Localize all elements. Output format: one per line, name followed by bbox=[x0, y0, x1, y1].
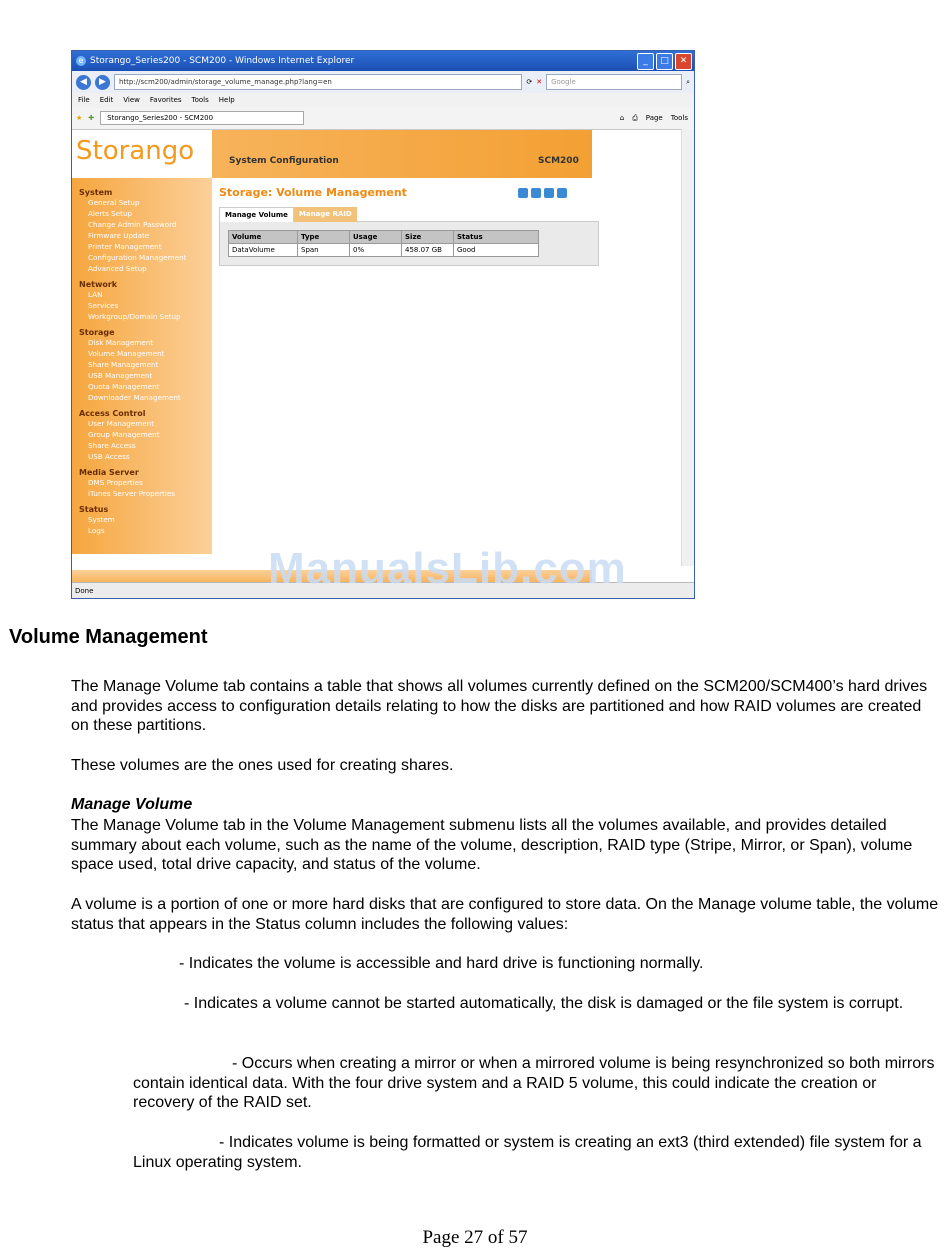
sidebar-item[interactable]: General Setup bbox=[88, 198, 140, 207]
cell-size: 458.07 GB bbox=[402, 244, 454, 257]
minimize-icon[interactable]: _ bbox=[637, 53, 654, 70]
sidebar-item[interactable]: USB Access bbox=[88, 452, 130, 461]
sidebar-item[interactable]: Alerts Setup bbox=[88, 209, 133, 218]
browser-tab-bar bbox=[72, 107, 694, 130]
content-tabs bbox=[219, 207, 599, 222]
back-icon[interactable]: ◀ bbox=[76, 75, 91, 90]
search-input[interactable]: Google bbox=[546, 74, 682, 90]
status-format-desc: - Indicates volume is being formatted or system is creating an ext3 (third extended) file system for a Linux operating system. bbox=[133, 1134, 922, 1171]
sidebar-item[interactable]: Downloader Management bbox=[88, 393, 181, 402]
sidebar-item[interactable]: Quota Management bbox=[88, 382, 160, 391]
refresh-icon[interactable]: ⟳ bbox=[526, 78, 533, 86]
subheading-manage-volume: Manage Volume bbox=[71, 796, 193, 813]
header-title: System Configuration bbox=[229, 156, 339, 166]
table-row[interactable] bbox=[229, 244, 539, 257]
menu-file[interactable]: File bbox=[78, 96, 90, 104]
sidebar-item[interactable]: Workgroup/Domain Setup bbox=[88, 312, 181, 321]
sidebar-item[interactable]: LAN bbox=[88, 290, 103, 299]
browser-tab[interactable]: Storango_Series200 - SCM200 bbox=[100, 111, 304, 125]
browser-screenshot bbox=[71, 50, 695, 599]
volume-table-panel bbox=[219, 221, 599, 266]
sidebar-item[interactable]: Configuration Management bbox=[88, 253, 187, 262]
sidebar-item[interactable]: iTunes Server Properties bbox=[88, 489, 176, 498]
status-text: Done bbox=[75, 586, 94, 595]
forward-icon[interactable]: ▶ bbox=[95, 75, 110, 90]
tab-manage-volume[interactable]: Manage Volume bbox=[219, 207, 294, 222]
cell-type: Span bbox=[298, 244, 350, 257]
menu-favorites[interactable]: Favorites bbox=[149, 96, 182, 104]
sidebar-item[interactable]: Share Access bbox=[88, 441, 136, 450]
paragraph-shares: These volumes are the ones used for creating shares. bbox=[71, 757, 454, 774]
window-titlebar bbox=[72, 51, 694, 71]
menu-tools[interactable]: Tools bbox=[191, 96, 209, 104]
watermark: ManualsLib.com bbox=[268, 544, 627, 593]
add-favorite-icon[interactable]: ✚ bbox=[88, 114, 95, 122]
ie-icon: e bbox=[76, 56, 86, 66]
sidebar-item[interactable]: Share Management bbox=[88, 360, 159, 369]
page-number: Page 27 of 57 bbox=[422, 1227, 528, 1248]
address-input[interactable]: http://scm200/admin/storage_volume_manage.php?lang=en bbox=[114, 74, 522, 90]
sidebar-nav bbox=[72, 178, 212, 554]
sidebar-item[interactable]: Disk Management bbox=[88, 338, 154, 347]
content-title: Storage: Volume Management bbox=[219, 186, 407, 199]
web-page bbox=[72, 130, 694, 554]
status-good-desc: - Indicates the volume is accessible and hard drive is functioning normally. bbox=[179, 955, 704, 972]
print-icon[interactable]: ⎙ bbox=[632, 113, 638, 122]
info-icon[interactable] bbox=[544, 188, 554, 198]
home-icon[interactable]: ⌂ bbox=[619, 113, 625, 122]
paragraph-intro: The Manage Volume tab contains a table that shows all volumes currently defined on the SCM200/SCM400’s hard drives and provides access to configuration details relating to how the disks are partitioned and how RAID volumes are created on these partitions. bbox=[71, 678, 928, 734]
page-menu[interactable]: Page bbox=[645, 113, 663, 122]
maximize-icon[interactable]: □ bbox=[656, 53, 673, 70]
window-title: Storango_Series200 - SCM200 - Windows Internet Explorer bbox=[90, 56, 355, 66]
cell-status: Good bbox=[454, 244, 539, 257]
sidebar-item[interactable]: Group Management bbox=[88, 430, 160, 439]
sidebar-item[interactable]: User Management bbox=[88, 419, 155, 428]
menu-view[interactable]: View bbox=[123, 96, 140, 104]
menu-bar bbox=[72, 93, 694, 107]
refresh-page-icon[interactable] bbox=[557, 188, 567, 198]
sidebar-item[interactable]: Advanced Setup bbox=[88, 264, 147, 273]
sidebar-group-0: System bbox=[79, 188, 113, 197]
storango-logo: Storango bbox=[76, 136, 195, 166]
sidebar-item[interactable]: Change Admin Password bbox=[88, 220, 177, 229]
cell-volume[interactable]: DataVolume bbox=[229, 244, 298, 257]
search-icon[interactable]: ⌕ bbox=[686, 77, 690, 86]
main-content bbox=[219, 186, 599, 266]
col-volume: Volume bbox=[229, 231, 298, 244]
close-icon[interactable]: ✕ bbox=[675, 53, 692, 70]
address-bar-row bbox=[72, 71, 694, 93]
sidebar-item[interactable]: Volume Management bbox=[88, 349, 165, 358]
sidebar-item[interactable]: Printer Management bbox=[88, 242, 162, 251]
vertical-scrollbar[interactable] bbox=[681, 129, 694, 566]
col-usage: Usage bbox=[350, 231, 402, 244]
tools-menu[interactable]: Tools bbox=[670, 113, 688, 122]
sidebar-group-3: Access Control bbox=[79, 409, 146, 418]
col-status: Status bbox=[454, 231, 539, 244]
favorites-star-icon[interactable]: ★ bbox=[76, 114, 83, 122]
col-size: Size bbox=[402, 231, 454, 244]
volume-table bbox=[228, 230, 539, 257]
sidebar-item[interactable]: System bbox=[88, 515, 115, 524]
cell-usage: 0% bbox=[350, 244, 402, 257]
sidebar-group-1: Network bbox=[79, 280, 118, 289]
sidebar-group-5: Status bbox=[79, 505, 109, 514]
status-resync-desc: - Occurs when creating a mirror or when a mirrored volume is being resynchronized so both mirrors contain identical data. With the four drive system and a RAID 5 volume, this could indicate the creation or recovery of the RAID set. bbox=[133, 1055, 935, 1111]
col-type: Type bbox=[298, 231, 350, 244]
paragraph-manage-volume: The Manage Volume tab in the Volume Management submenu lists all the volumes available, and provides detailed summary about each volume, such as the name of the volume, description, RAID type (Stripe, Mirror, or Span), volume space used, total drive capacity, and status of the volume. bbox=[71, 817, 913, 873]
menu-help[interactable]: Help bbox=[218, 96, 235, 104]
sidebar-item[interactable]: DMS Properties bbox=[88, 478, 143, 487]
add-icon[interactable] bbox=[518, 188, 528, 198]
stop-icon[interactable]: ✕ bbox=[536, 78, 543, 86]
section-heading: Volume Management bbox=[9, 626, 208, 648]
content-toolbar bbox=[518, 188, 567, 198]
sidebar-item[interactable]: Services bbox=[88, 301, 119, 310]
header-model: SCM200 bbox=[538, 156, 579, 166]
tab-manage-raid[interactable]: Manage RAID bbox=[294, 207, 357, 222]
menu-edit[interactable]: Edit bbox=[99, 96, 114, 104]
sidebar-group-2: Storage bbox=[79, 328, 115, 337]
search-volume-icon[interactable] bbox=[531, 188, 541, 198]
sidebar-item[interactable]: USB Management bbox=[88, 371, 153, 380]
sidebar-item[interactable]: Firmware Update bbox=[88, 231, 150, 240]
sidebar-group-4: Media Server bbox=[79, 468, 139, 477]
paragraph-status-values: A volume is a portion of one or more hard disks that are configured to store data. On the Manage volume table, the volume status that appears in the Status column includes the following values: bbox=[71, 896, 939, 933]
status-failed-desc: - Indicates a volume cannot be started automatically, the disk is damaged or the file system is corrupt. bbox=[184, 995, 904, 1012]
sidebar-item[interactable]: Logs bbox=[88, 526, 105, 535]
